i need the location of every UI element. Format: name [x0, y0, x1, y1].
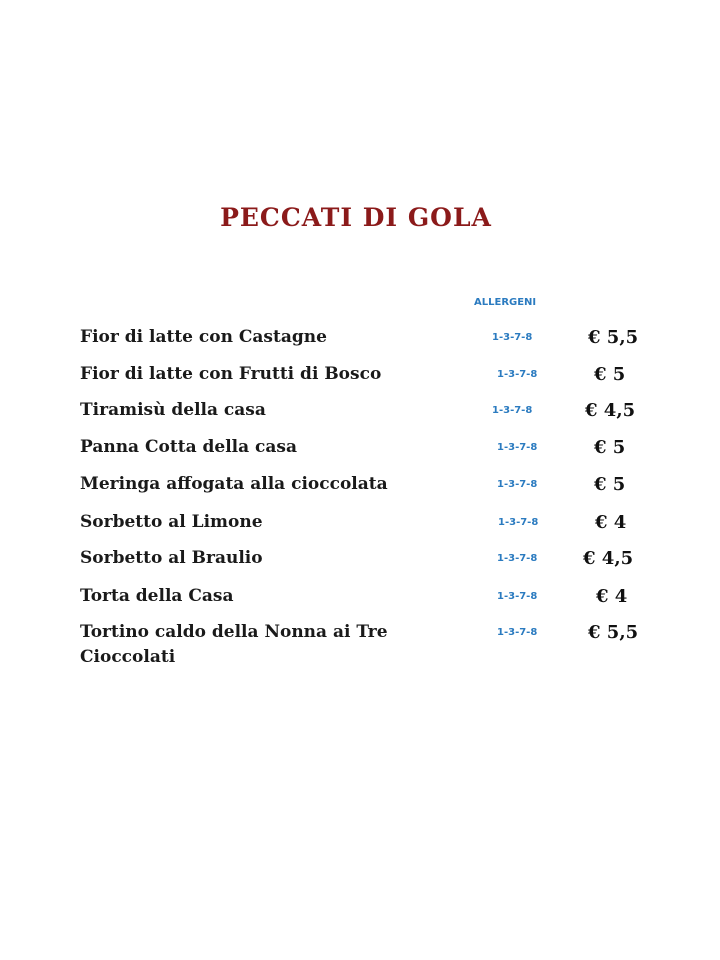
dish-price: € 4,5	[585, 400, 636, 421]
dish-name: Fior di latte con Castagne	[80, 327, 327, 347]
menu-title: PECCATI DI GOLA	[220, 203, 492, 232]
dish-price: € 5	[594, 474, 626, 495]
dish-allergens: 1-3-7-8	[497, 369, 538, 380]
dish-name: Tortino caldo della Nonna ai Tre Cioccolati	[80, 622, 388, 667]
dish-allergens: 1-3-7-8	[497, 591, 538, 602]
dish-price: € 4	[595, 512, 627, 533]
dish-allergens: 1-3-7-8	[497, 479, 538, 490]
dish-price: € 5,5	[588, 327, 639, 348]
dish-allergens: 1-3-7-8	[497, 442, 538, 453]
dish-name: Sorbetto al Limone	[80, 512, 263, 532]
dish-price: € 4,5	[583, 548, 634, 569]
dish-name: Fior di latte con Frutti di Bosco	[80, 364, 382, 384]
dish-price: € 5,5	[588, 622, 639, 643]
dish-name: Tiramisù della casa	[80, 400, 266, 420]
dish-name: Torta della Casa	[80, 586, 234, 606]
dish-name: Sorbetto al Braulio	[80, 548, 263, 568]
dish-name: Meringa affogata alla cioccolata	[80, 474, 388, 494]
dish-allergens: 1-3-7-8	[492, 332, 533, 343]
dish-allergens: 1-3-7-8	[497, 627, 538, 638]
dish-price: € 5	[594, 437, 626, 458]
dish-price: € 4	[596, 586, 628, 607]
allergens-column-header: ALLERGENI	[474, 297, 537, 308]
dish-name: Panna Cotta della casa	[80, 437, 298, 457]
dish-price: € 5	[594, 364, 626, 385]
dish-allergens: 1-3-7-8	[498, 517, 539, 528]
dish-allergens: 1-3-7-8	[492, 405, 533, 416]
dish-allergens: 1-3-7-8	[497, 553, 538, 564]
